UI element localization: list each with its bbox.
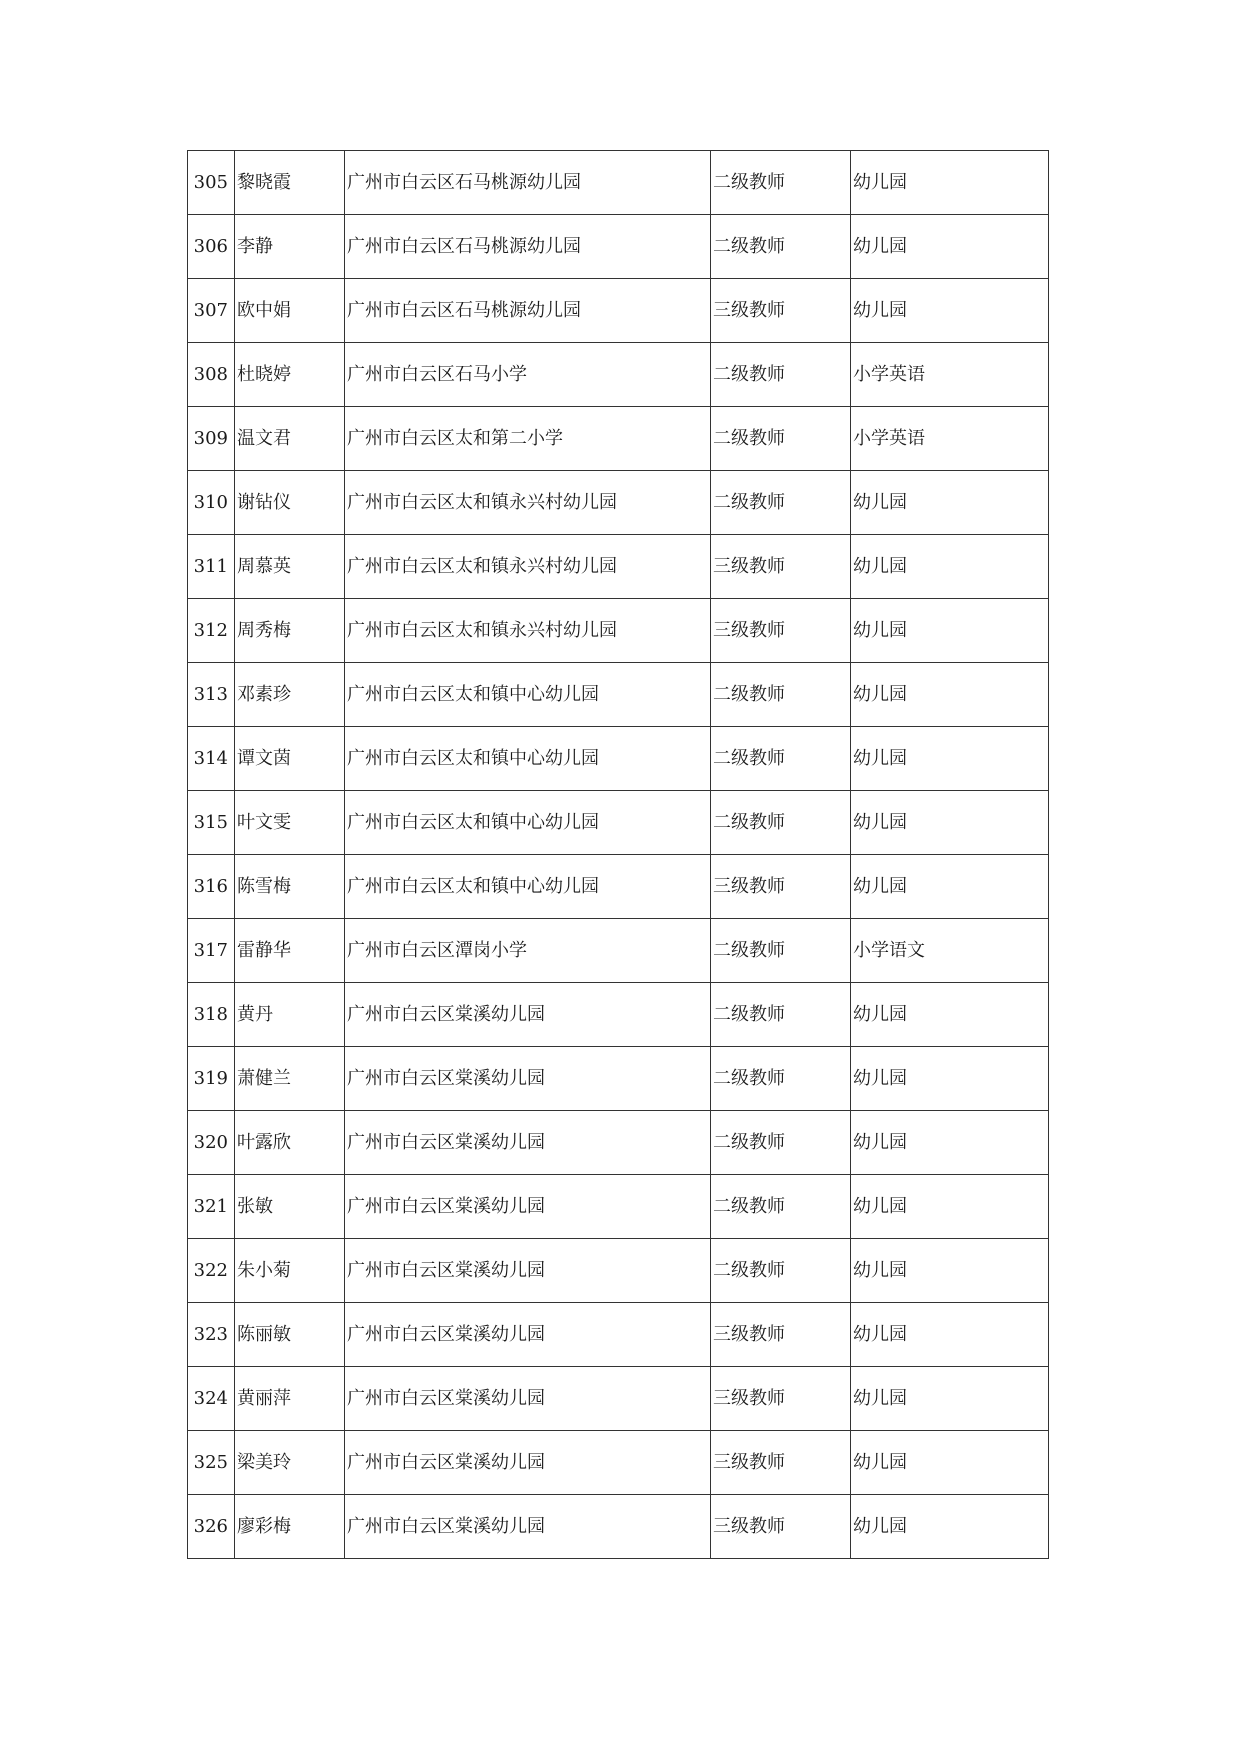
table-row (188, 535, 1049, 599)
subject-cell: 幼儿园 (851, 1047, 1049, 1111)
teacher-name-cell: 陈雪梅 (235, 855, 345, 919)
row-number-cell: 323 (188, 1303, 235, 1367)
subject-cell: 幼儿园 (851, 279, 1049, 343)
school-name-cell: 广州市白云区棠溪幼儿园 (345, 1303, 711, 1367)
row-number-cell: 318 (188, 983, 235, 1047)
school-name-cell: 广州市白云区潭岗小学 (345, 919, 711, 983)
row-number-cell: 313 (188, 663, 235, 727)
row-number-cell: 317 (188, 919, 235, 983)
teacher-name-cell: 张敏 (235, 1175, 345, 1239)
row-number-cell: 311 (188, 535, 235, 599)
school-name-cell: 广州市白云区石马小学 (345, 343, 711, 407)
row-number-cell: 316 (188, 855, 235, 919)
row-number-cell: 325 (188, 1431, 235, 1495)
subject-cell: 幼儿园 (851, 151, 1049, 215)
subject-cell: 幼儿园 (851, 1367, 1049, 1431)
table-row (188, 983, 1049, 1047)
teacher-name-cell: 梁美玲 (235, 1431, 345, 1495)
table-row (188, 1047, 1049, 1111)
teacher-rank-cell: 三级教师 (711, 1495, 851, 1559)
teacher-rank-cell: 三级教师 (711, 1303, 851, 1367)
row-number-cell: 310 (188, 471, 235, 535)
row-number-cell: 306 (188, 215, 235, 279)
table-row (188, 407, 1049, 471)
table-row (188, 1239, 1049, 1303)
teacher-rank-cell: 二级教师 (711, 471, 851, 535)
teacher-name-cell: 欧中娟 (235, 279, 345, 343)
roster-table-body (188, 151, 1049, 1559)
subject-cell: 幼儿园 (851, 1431, 1049, 1495)
row-number-cell: 324 (188, 1367, 235, 1431)
row-number-cell: 305 (188, 151, 235, 215)
row-number-cell: 326 (188, 1495, 235, 1559)
teacher-name-cell: 黄丽萍 (235, 1367, 345, 1431)
teacher-rank-cell: 二级教师 (711, 151, 851, 215)
teacher-rank-cell: 二级教师 (711, 407, 851, 471)
teacher-rank-cell: 二级教师 (711, 663, 851, 727)
school-name-cell: 广州市白云区太和镇中心幼儿园 (345, 791, 711, 855)
row-number-cell: 308 (188, 343, 235, 407)
subject-cell: 幼儿园 (851, 1111, 1049, 1175)
row-number-cell: 314 (188, 727, 235, 791)
table-row (188, 279, 1049, 343)
table-row (188, 919, 1049, 983)
teacher-rank-cell: 二级教师 (711, 983, 851, 1047)
table-row (188, 1495, 1049, 1559)
school-name-cell: 广州市白云区石马桃源幼儿园 (345, 215, 711, 279)
row-number-cell: 307 (188, 279, 235, 343)
teacher-rank-cell: 二级教师 (711, 1239, 851, 1303)
school-name-cell: 广州市白云区太和镇中心幼儿园 (345, 727, 711, 791)
subject-cell: 幼儿园 (851, 791, 1049, 855)
subject-cell: 幼儿园 (851, 983, 1049, 1047)
table-row (188, 855, 1049, 919)
subject-cell: 幼儿园 (851, 1495, 1049, 1559)
teacher-name-cell: 叶文雯 (235, 791, 345, 855)
subject-cell: 幼儿园 (851, 215, 1049, 279)
teacher-name-cell: 雷静华 (235, 919, 345, 983)
subject-cell: 幼儿园 (851, 1175, 1049, 1239)
teacher-rank-cell: 二级教师 (711, 343, 851, 407)
teacher-name-cell: 温文君 (235, 407, 345, 471)
teacher-rank-cell: 二级教师 (711, 1047, 851, 1111)
school-name-cell: 广州市白云区棠溪幼儿园 (345, 983, 711, 1047)
row-number-cell: 315 (188, 791, 235, 855)
subject-cell: 幼儿园 (851, 1239, 1049, 1303)
teacher-name-cell: 杜晓婷 (235, 343, 345, 407)
school-name-cell: 广州市白云区石马桃源幼儿园 (345, 279, 711, 343)
teacher-rank-cell: 二级教师 (711, 1175, 851, 1239)
subject-cell: 小学英语 (851, 407, 1049, 471)
subject-cell: 幼儿园 (851, 727, 1049, 791)
school-name-cell: 广州市白云区棠溪幼儿园 (345, 1495, 711, 1559)
school-name-cell: 广州市白云区太和镇中心幼儿园 (345, 855, 711, 919)
table-row (188, 471, 1049, 535)
teacher-name-cell: 周秀梅 (235, 599, 345, 663)
table-row (188, 1303, 1049, 1367)
table-row (188, 1175, 1049, 1239)
teacher-name-cell: 邓素珍 (235, 663, 345, 727)
row-number-cell: 320 (188, 1111, 235, 1175)
teacher-name-cell: 萧健兰 (235, 1047, 345, 1111)
teacher-rank-cell: 二级教师 (711, 215, 851, 279)
teacher-name-cell: 陈丽敏 (235, 1303, 345, 1367)
teacher-name-cell: 黄丹 (235, 983, 345, 1047)
table-row (188, 343, 1049, 407)
row-number-cell: 319 (188, 1047, 235, 1111)
teacher-name-cell: 廖彩梅 (235, 1495, 345, 1559)
table-row (188, 215, 1049, 279)
school-name-cell: 广州市白云区棠溪幼儿园 (345, 1367, 711, 1431)
subject-cell: 幼儿园 (851, 1303, 1049, 1367)
teacher-rank-cell: 三级教师 (711, 1367, 851, 1431)
school-name-cell: 广州市白云区太和镇永兴村幼儿园 (345, 599, 711, 663)
teacher-name-cell: 黎晓霞 (235, 151, 345, 215)
subject-cell: 幼儿园 (851, 599, 1049, 663)
school-name-cell: 广州市白云区太和镇永兴村幼儿园 (345, 471, 711, 535)
subject-cell: 幼儿园 (851, 535, 1049, 599)
table-row (188, 791, 1049, 855)
teacher-name-cell: 李静 (235, 215, 345, 279)
school-name-cell: 广州市白云区太和镇中心幼儿园 (345, 663, 711, 727)
table-row (188, 1111, 1049, 1175)
teacher-name-cell: 谭文茵 (235, 727, 345, 791)
teacher-rank-cell: 二级教师 (711, 727, 851, 791)
school-name-cell: 广州市白云区棠溪幼儿园 (345, 1175, 711, 1239)
row-number-cell: 312 (188, 599, 235, 663)
table-row (188, 1431, 1049, 1495)
school-name-cell: 广州市白云区太和第二小学 (345, 407, 711, 471)
school-name-cell: 广州市白云区太和镇永兴村幼儿园 (345, 535, 711, 599)
teacher-rank-cell: 三级教师 (711, 855, 851, 919)
row-number-cell: 322 (188, 1239, 235, 1303)
table-row (188, 727, 1049, 791)
school-name-cell: 广州市白云区棠溪幼儿园 (345, 1111, 711, 1175)
table-row (188, 663, 1049, 727)
subject-cell: 小学英语 (851, 343, 1049, 407)
teacher-name-cell: 朱小菊 (235, 1239, 345, 1303)
teacher-rank-cell: 二级教师 (711, 1111, 851, 1175)
row-number-cell: 309 (188, 407, 235, 471)
school-name-cell: 广州市白云区棠溪幼儿园 (345, 1239, 711, 1303)
table-row (188, 151, 1049, 215)
subject-cell: 幼儿园 (851, 855, 1049, 919)
school-name-cell: 广州市白云区棠溪幼儿园 (345, 1047, 711, 1111)
teacher-name-cell: 叶露欣 (235, 1111, 345, 1175)
row-number-cell: 321 (188, 1175, 235, 1239)
teacher-name-cell: 周慕英 (235, 535, 345, 599)
subject-cell: 幼儿园 (851, 663, 1049, 727)
teacher-rank-cell: 三级教师 (711, 279, 851, 343)
table-row (188, 599, 1049, 663)
teacher-rank-cell: 三级教师 (711, 1431, 851, 1495)
school-name-cell: 广州市白云区棠溪幼儿园 (345, 1431, 711, 1495)
school-name-cell: 广州市白云区石马桃源幼儿园 (345, 151, 711, 215)
teacher-rank-cell: 二级教师 (711, 919, 851, 983)
teacher-name-cell: 谢钻仪 (235, 471, 345, 535)
teacher-rank-cell: 二级教师 (711, 791, 851, 855)
teacher-rank-cell: 三级教师 (711, 599, 851, 663)
subject-cell: 小学语文 (851, 919, 1049, 983)
table-row (188, 1367, 1049, 1431)
subject-cell: 幼儿园 (851, 471, 1049, 535)
teacher-rank-cell: 三级教师 (711, 535, 851, 599)
teacher-roster-table (187, 150, 1049, 1559)
